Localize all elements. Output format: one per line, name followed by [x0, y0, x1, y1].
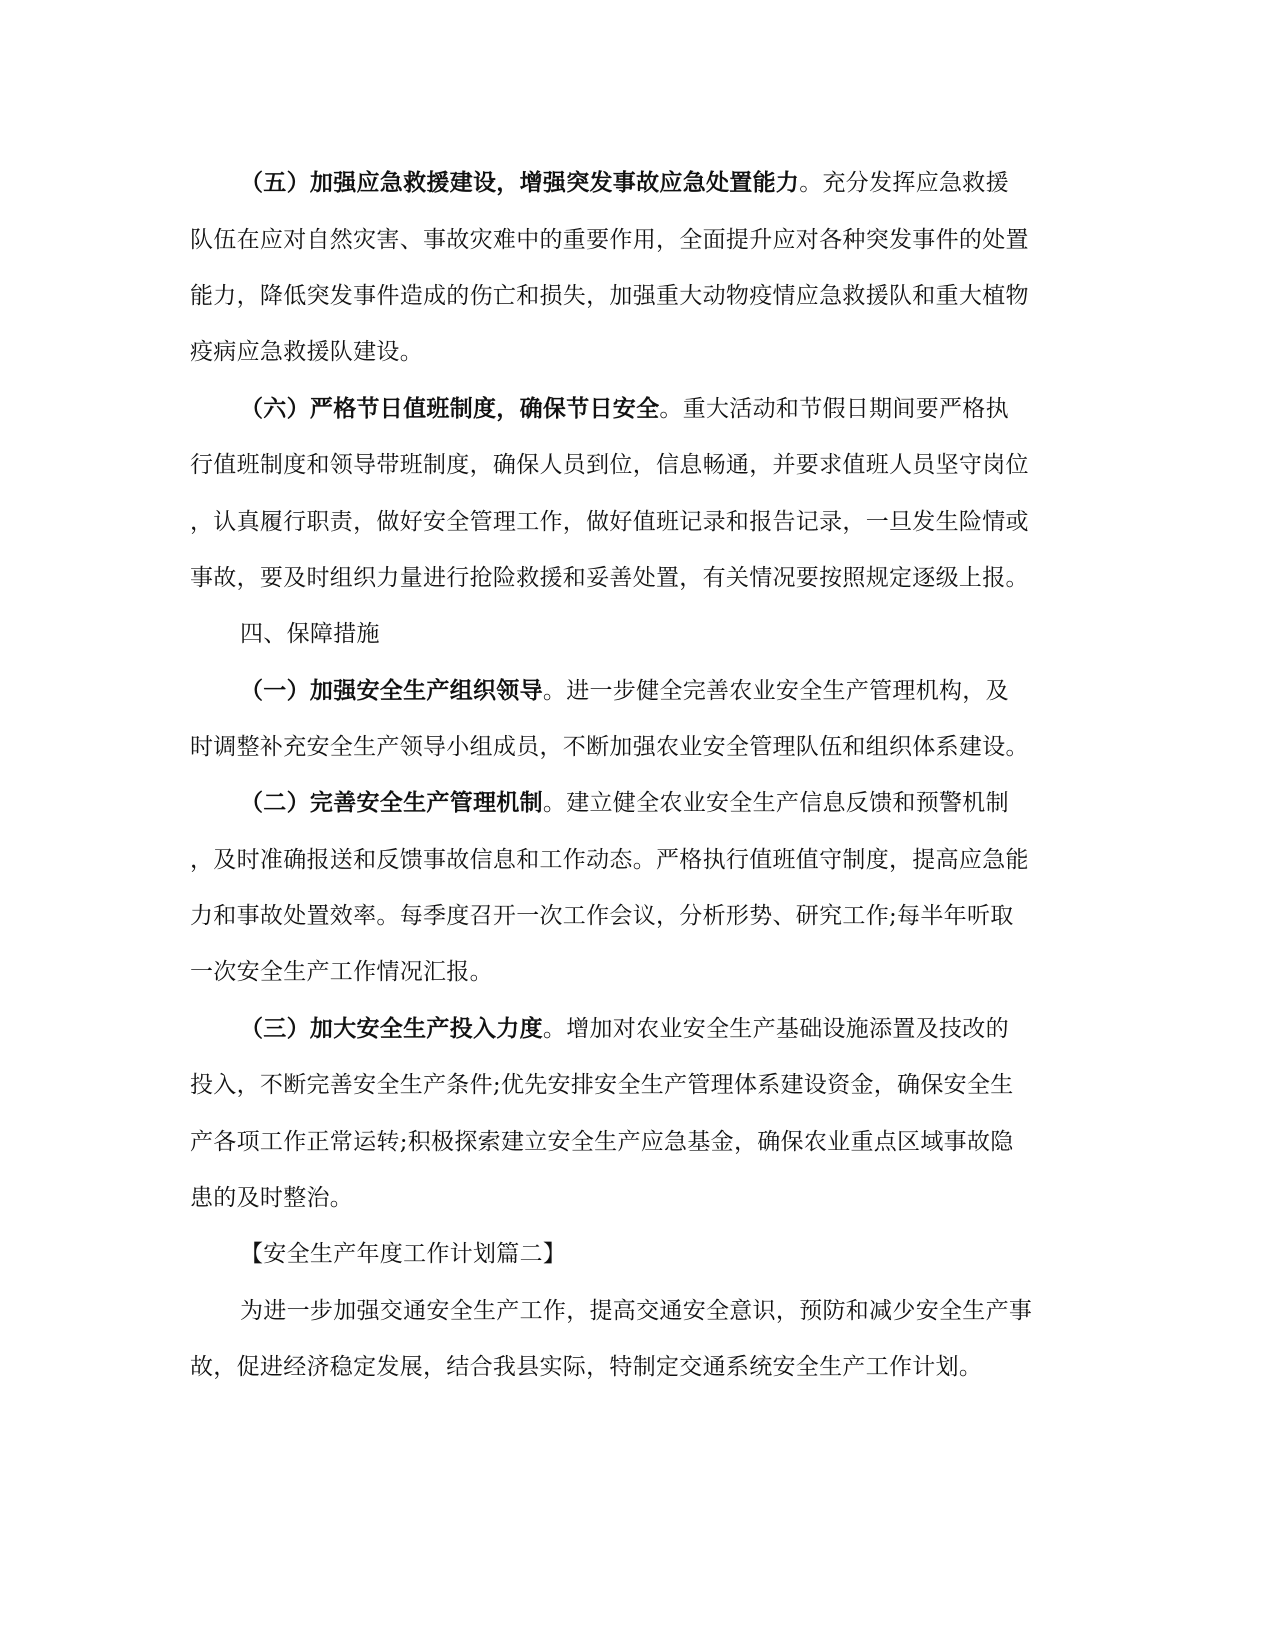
paragraph-line: 能力，降低突发事件造成的伤亡和损失，加强重大动物疫情应急救援队和重大植物 [190, 283, 1029, 309]
paragraph-line [240, 163, 1150, 203]
paragraph-line: ，认真履行职责，做好安全管理工作，做好值班记录和报告记录，一旦发生险情或 [190, 509, 1029, 535]
paragraph-line: 产各项工作正常运转;积极探索建立安全生产应急基金，确保农业重点区域事故隐 [190, 1129, 1014, 1155]
paragraph-line: 投入，不断完善安全生产条件;优先安排安全生产管理体系建设资金，确保安全生 [190, 1072, 1014, 1098]
article-title: 【安全生产年度工作计划篇二】 [240, 1241, 567, 1267]
paragraph-line: 为进一步加强交通安全生产工作，提高交通安全意识，预防和减少安全生产事 [240, 1298, 1033, 1324]
paragraph-line: 患的及时整治。 [190, 1185, 354, 1211]
paragraph-text: 。建立健全农业安全生产信息反馈和预警机制 [542, 790, 1009, 816]
paragraph-line [240, 671, 1150, 711]
paragraph-line: 力和事故处置效率。每季度召开一次工作会议，分析形势、研究工作;每半年听取 [190, 903, 1014, 929]
paragraph-line [240, 389, 1150, 429]
paragraph-text: 。充分发挥应急救援 [799, 170, 1009, 196]
paragraph-text: 。增加对农业安全生产基础设施添置及技改的 [542, 1016, 1009, 1042]
paragraph-line [240, 1009, 1150, 1049]
paragraph-line [240, 783, 1150, 823]
paragraph-text: 。进一步健全完善农业安全生产管理机构，及 [542, 678, 1009, 704]
paragraph-line: 时调整补充安全生产领导小组成员，不断加强农业安全管理队伍和组织体系建设。 [190, 734, 1029, 760]
paragraph-line: 事故，要及时组织力量进行抢险救援和妥善处置，有关情况要按照规定逐级上报。 [190, 565, 1029, 591]
section-heading: （六）严格节日值班制度，确保节日安全 [240, 396, 660, 422]
paragraph-line: 故，促进经济稳定发展，结合我县实际，特制定交通系统安全生产工作计划。 [190, 1354, 983, 1380]
section-heading: （三）加大安全生产投入力度 [240, 1016, 543, 1042]
section-heading: （一）加强安全生产组织领导 [240, 678, 543, 704]
paragraph-line: 行值班制度和领导带班制度，确保人员到位，信息畅通，并要求值班人员坚守岗位 [190, 452, 1029, 478]
section-heading: （二）完善安全生产管理机制 [240, 790, 543, 816]
paragraph-line: 一次安全生产工作情况汇报。 [190, 959, 493, 985]
paragraph-line: ，及时准确报送和反馈事故信息和工作动态。严格执行值班值守制度，提高应急能 [190, 847, 1029, 873]
paragraph-line: 疫病应急救援队建设。 [190, 339, 423, 365]
paragraph-line: 队伍在应对自然灾害、事故灾难中的重要作用，全面提升应对各种突发事件的处置 [190, 227, 1029, 253]
section-title: 四、保障措施 [240, 621, 380, 647]
paragraph-text: 。重大活动和节假日期间要严格执 [659, 396, 1009, 422]
section-heading: （五）加强应急救援建设，增强突发事故应急处置能力 [240, 170, 800, 196]
